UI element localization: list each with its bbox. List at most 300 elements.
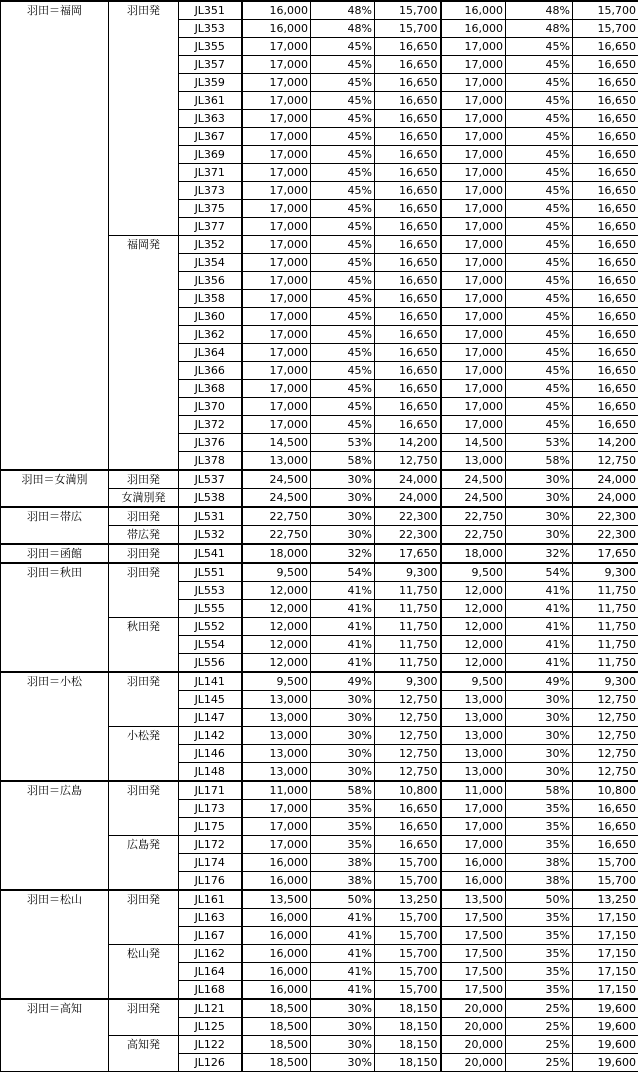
fare-b: 12,750 [375, 763, 441, 782]
fare-d: 17,150 [573, 909, 638, 927]
discount-c: 30% [506, 691, 573, 709]
fare-a: 13,000 [242, 763, 311, 782]
discount-c: 45% [506, 416, 573, 434]
fare-d: 11,750 [573, 582, 638, 600]
flight-number: JL361 [179, 92, 242, 110]
fare-d: 17,150 [573, 981, 638, 1000]
discount-c: 45% [506, 236, 573, 254]
fare-a: 11,000 [242, 781, 311, 800]
discount-c: 30% [506, 745, 573, 763]
fare-b: 18,150 [375, 999, 441, 1018]
discount-c: 32% [506, 544, 573, 563]
fare-a: 9,500 [242, 563, 311, 582]
fare-c: 20,000 [441, 999, 506, 1018]
fare-b: 16,650 [375, 398, 441, 416]
discount-a: 35% [311, 818, 375, 836]
discount-c: 45% [506, 344, 573, 362]
fare-b: 16,650 [375, 836, 441, 854]
discount-a: 41% [311, 618, 375, 636]
fare-b: 15,700 [375, 963, 441, 981]
direction-label: 広島発 [109, 836, 179, 891]
flight-number: JL146 [179, 745, 242, 763]
discount-a: 30% [311, 1054, 375, 1072]
fare-b: 12,750 [375, 709, 441, 727]
flight-number: JL162 [179, 945, 242, 963]
discount-c: 35% [506, 945, 573, 963]
discount-c: 45% [506, 128, 573, 146]
fare-c: 16,000 [441, 1, 506, 20]
fare-b: 16,650 [375, 308, 441, 326]
flight-number: JL141 [179, 672, 242, 691]
fare-c: 17,000 [441, 110, 506, 128]
fare-b: 16,650 [375, 380, 441, 398]
flight-number: JL367 [179, 128, 242, 146]
fare-c: 17,500 [441, 981, 506, 1000]
fare-c: 17,000 [441, 92, 506, 110]
fare-b: 16,650 [375, 818, 441, 836]
fare-d: 16,650 [573, 380, 638, 398]
fare-b: 18,150 [375, 1036, 441, 1054]
fare-c: 12,000 [441, 654, 506, 673]
fare-d: 16,650 [573, 218, 638, 236]
discount-a: 45% [311, 92, 375, 110]
fare-a: 17,000 [242, 164, 311, 182]
discount-a: 58% [311, 452, 375, 471]
discount-a: 35% [311, 800, 375, 818]
fare-d: 19,600 [573, 1036, 638, 1054]
flight-number: JL537 [179, 470, 242, 489]
flight-number: JL356 [179, 272, 242, 290]
fare-a: 16,000 [242, 963, 311, 981]
table-row [1, 890, 638, 909]
fare-a: 17,000 [242, 182, 311, 200]
fare-c: 17,000 [441, 836, 506, 854]
discount-a: 41% [311, 963, 375, 981]
fare-d: 16,650 [573, 38, 638, 56]
discount-c: 25% [506, 1018, 573, 1036]
fare-a: 18,500 [242, 1018, 311, 1036]
fare-b: 16,650 [375, 344, 441, 362]
fare-a: 12,000 [242, 600, 311, 618]
fare-c: 20,000 [441, 1054, 506, 1072]
table-row [1, 672, 638, 691]
fare-c: 13,000 [441, 691, 506, 709]
fare-c: 9,500 [441, 672, 506, 691]
discount-c: 48% [506, 20, 573, 38]
fare-b: 12,750 [375, 691, 441, 709]
flight-number: JL171 [179, 781, 242, 800]
fare-b: 22,300 [375, 526, 441, 545]
fare-d: 9,300 [573, 563, 638, 582]
fare-d: 16,650 [573, 74, 638, 92]
fare-a: 13,000 [242, 691, 311, 709]
discount-c: 41% [506, 600, 573, 618]
discount-a: 45% [311, 200, 375, 218]
flight-number: JL552 [179, 618, 242, 636]
direction-label: 羽田発 [109, 781, 179, 836]
fare-a: 17,000 [242, 326, 311, 344]
discount-c: 58% [506, 781, 573, 800]
table-row [1, 781, 638, 800]
fare-a: 13,000 [242, 727, 311, 745]
fare-b: 15,700 [375, 854, 441, 872]
direction-label: 羽田発 [109, 470, 179, 489]
fare-d: 16,650 [573, 290, 638, 308]
flight-number: JL555 [179, 600, 242, 618]
fare-d: 11,750 [573, 636, 638, 654]
discount-c: 35% [506, 963, 573, 981]
fare-d: 22,300 [573, 526, 638, 545]
fare-c: 24,500 [441, 470, 506, 489]
fare-b: 9,300 [375, 563, 441, 582]
fare-c: 11,000 [441, 781, 506, 800]
fare-d: 15,700 [573, 854, 638, 872]
discount-a: 45% [311, 146, 375, 164]
fare-a: 17,000 [242, 836, 311, 854]
table-row [1, 507, 638, 526]
flight-number: JL122 [179, 1036, 242, 1054]
fare-d: 19,600 [573, 1054, 638, 1072]
fare-b: 11,750 [375, 582, 441, 600]
fare-a: 17,000 [242, 380, 311, 398]
flight-number: JL375 [179, 200, 242, 218]
fare-d: 16,650 [573, 110, 638, 128]
flight-number: JL351 [179, 1, 242, 20]
discount-c: 45% [506, 92, 573, 110]
fare-c: 17,000 [441, 290, 506, 308]
fare-d: 16,650 [573, 272, 638, 290]
discount-c: 45% [506, 56, 573, 74]
fare-b: 16,650 [375, 290, 441, 308]
fare-b: 12,750 [375, 452, 441, 471]
fare-c: 20,000 [441, 1018, 506, 1036]
discount-a: 30% [311, 470, 375, 489]
fare-d: 15,700 [573, 1, 638, 20]
flight-number: JL377 [179, 218, 242, 236]
discount-c: 41% [506, 654, 573, 673]
fare-c: 17,000 [441, 344, 506, 362]
discount-c: 25% [506, 999, 573, 1018]
fare-d: 11,750 [573, 654, 638, 673]
fare-c: 13,000 [441, 763, 506, 782]
discount-a: 58% [311, 781, 375, 800]
direction-label: 福岡発 [109, 236, 179, 471]
flight-number: JL531 [179, 507, 242, 526]
discount-a: 45% [311, 326, 375, 344]
fare-b: 11,750 [375, 636, 441, 654]
fare-d: 16,650 [573, 164, 638, 182]
route-name: 羽田＝高知 [1, 999, 109, 1072]
fare-table-body [1, 1, 638, 1072]
fare-d: 12,750 [573, 727, 638, 745]
fare-c: 17,000 [441, 416, 506, 434]
fare-b: 24,000 [375, 489, 441, 508]
discount-c: 30% [506, 727, 573, 745]
discount-c: 30% [506, 470, 573, 489]
fare-d: 16,650 [573, 128, 638, 146]
fare-b: 16,650 [375, 326, 441, 344]
fare-b: 16,650 [375, 92, 441, 110]
discount-c: 45% [506, 272, 573, 290]
fare-a: 12,000 [242, 582, 311, 600]
fare-a: 17,000 [242, 308, 311, 326]
discount-a: 30% [311, 745, 375, 763]
flight-number: JL556 [179, 654, 242, 673]
fare-b: 18,150 [375, 1054, 441, 1072]
fare-a: 17,000 [242, 398, 311, 416]
discount-a: 49% [311, 672, 375, 691]
discount-a: 41% [311, 600, 375, 618]
fare-d: 14,200 [573, 434, 638, 452]
discount-c: 45% [506, 326, 573, 344]
discount-a: 45% [311, 182, 375, 200]
discount-c: 45% [506, 398, 573, 416]
fare-d: 11,750 [573, 618, 638, 636]
fare-c: 16,000 [441, 872, 506, 891]
discount-a: 41% [311, 636, 375, 654]
flight-number: JL164 [179, 963, 242, 981]
fare-c: 16,000 [441, 20, 506, 38]
fare-b: 15,700 [375, 927, 441, 945]
fare-d: 13,250 [573, 890, 638, 909]
fare-b: 16,650 [375, 146, 441, 164]
fare-b: 13,250 [375, 890, 441, 909]
fare-d: 24,000 [573, 489, 638, 508]
discount-a: 30% [311, 1018, 375, 1036]
fare-c: 17,000 [441, 164, 506, 182]
discount-a: 45% [311, 344, 375, 362]
fare-c: 13,000 [441, 745, 506, 763]
discount-c: 25% [506, 1036, 573, 1054]
flight-number: JL167 [179, 927, 242, 945]
fare-c: 17,000 [441, 74, 506, 92]
fare-d: 16,650 [573, 236, 638, 254]
fare-a: 16,000 [242, 872, 311, 891]
fare-b: 16,650 [375, 254, 441, 272]
discount-c: 45% [506, 74, 573, 92]
fare-a: 13,500 [242, 890, 311, 909]
discount-c: 25% [506, 1054, 573, 1072]
discount-a: 32% [311, 544, 375, 563]
fare-d: 17,150 [573, 963, 638, 981]
flight-number: JL368 [179, 380, 242, 398]
fare-d: 24,000 [573, 470, 638, 489]
fare-b: 16,650 [375, 800, 441, 818]
fare-a: 17,000 [242, 818, 311, 836]
discount-c: 48% [506, 1, 573, 20]
fare-b: 12,750 [375, 745, 441, 763]
fare-b: 16,650 [375, 272, 441, 290]
flight-number: JL173 [179, 800, 242, 818]
discount-c: 58% [506, 452, 573, 471]
direction-label: 羽田発 [109, 507, 179, 526]
flight-number: JL172 [179, 836, 242, 854]
fare-a: 17,000 [242, 128, 311, 146]
flight-number: JL358 [179, 290, 242, 308]
fare-a: 17,000 [242, 344, 311, 362]
discount-a: 50% [311, 890, 375, 909]
route-name: 羽田＝福岡 [1, 1, 109, 470]
fare-a: 22,750 [242, 507, 311, 526]
discount-a: 45% [311, 110, 375, 128]
fare-a: 16,000 [242, 20, 311, 38]
fare-c: 12,000 [441, 636, 506, 654]
discount-a: 45% [311, 56, 375, 74]
discount-c: 45% [506, 110, 573, 128]
fare-d: 12,750 [573, 709, 638, 727]
flight-number: JL142 [179, 727, 242, 745]
fare-a: 17,000 [242, 416, 311, 434]
fare-b: 16,650 [375, 38, 441, 56]
discount-a: 41% [311, 582, 375, 600]
discount-a: 38% [311, 854, 375, 872]
route-name: 羽田＝松山 [1, 890, 109, 999]
fare-d: 16,650 [573, 308, 638, 326]
fare-c: 17,000 [441, 146, 506, 164]
fare-a: 17,000 [242, 200, 311, 218]
discount-c: 45% [506, 362, 573, 380]
fare-b: 22,300 [375, 507, 441, 526]
flight-number: JL126 [179, 1054, 242, 1072]
fare-c: 12,000 [441, 582, 506, 600]
discount-a: 30% [311, 507, 375, 526]
direction-label: 羽田発 [109, 999, 179, 1036]
fare-b: 16,650 [375, 218, 441, 236]
discount-c: 30% [506, 763, 573, 782]
discount-a: 30% [311, 727, 375, 745]
direction-label: 秋田発 [109, 618, 179, 673]
flight-number: JL538 [179, 489, 242, 508]
discount-a: 53% [311, 434, 375, 452]
fare-b: 17,650 [375, 544, 441, 563]
fare-c: 18,000 [441, 544, 506, 563]
fare-b: 12,750 [375, 727, 441, 745]
discount-a: 41% [311, 945, 375, 963]
fare-c: 13,000 [441, 709, 506, 727]
fare-a: 17,000 [242, 800, 311, 818]
fare-d: 12,750 [573, 691, 638, 709]
fare-b: 15,700 [375, 1, 441, 20]
table-row [1, 470, 638, 489]
fare-c: 17,000 [441, 308, 506, 326]
discount-a: 45% [311, 218, 375, 236]
discount-a: 45% [311, 272, 375, 290]
fare-d: 16,650 [573, 56, 638, 74]
flight-number: JL147 [179, 709, 242, 727]
fare-a: 17,000 [242, 236, 311, 254]
discount-c: 45% [506, 146, 573, 164]
discount-c: 35% [506, 909, 573, 927]
fare-a: 12,000 [242, 636, 311, 654]
discount-a: 45% [311, 308, 375, 326]
fare-b: 11,750 [375, 600, 441, 618]
route-name: 羽田＝小松 [1, 672, 109, 781]
fare-c: 13,500 [441, 890, 506, 909]
flight-number: JL378 [179, 452, 242, 471]
flight-number: JL376 [179, 434, 242, 452]
discount-a: 48% [311, 20, 375, 38]
fare-b: 15,700 [375, 872, 441, 891]
fare-b: 24,000 [375, 470, 441, 489]
fare-d: 16,650 [573, 818, 638, 836]
discount-c: 45% [506, 182, 573, 200]
discount-a: 45% [311, 236, 375, 254]
fare-c: 17,000 [441, 380, 506, 398]
fare-b: 16,650 [375, 164, 441, 182]
fare-c: 16,000 [441, 854, 506, 872]
fare-d: 15,700 [573, 20, 638, 38]
fare-d: 17,650 [573, 544, 638, 563]
fare-a: 13,000 [242, 452, 311, 471]
fare-c: 13,000 [441, 727, 506, 745]
discount-c: 45% [506, 200, 573, 218]
fare-c: 17,000 [441, 182, 506, 200]
flight-number: JL174 [179, 854, 242, 872]
flight-number: JL553 [179, 582, 242, 600]
discount-c: 35% [506, 981, 573, 1000]
fare-a: 17,000 [242, 254, 311, 272]
fare-d: 12,750 [573, 745, 638, 763]
fare-a: 18,500 [242, 999, 311, 1018]
discount-a: 45% [311, 362, 375, 380]
fare-b: 16,650 [375, 110, 441, 128]
fare-d: 16,650 [573, 92, 638, 110]
fare-c: 17,000 [441, 56, 506, 74]
direction-label: 小松発 [109, 727, 179, 782]
fare-d: 17,150 [573, 945, 638, 963]
fare-d: 16,650 [573, 146, 638, 164]
discount-a: 45% [311, 398, 375, 416]
discount-c: 35% [506, 836, 573, 854]
fare-a: 17,000 [242, 272, 311, 290]
fare-a: 16,000 [242, 981, 311, 1000]
fare-c: 20,000 [441, 1036, 506, 1054]
route-name: 羽田＝函館 [1, 544, 109, 563]
discount-c: 35% [506, 927, 573, 945]
fare-b: 15,700 [375, 981, 441, 1000]
fare-c: 12,000 [441, 600, 506, 618]
discount-c: 54% [506, 563, 573, 582]
discount-c: 30% [506, 709, 573, 727]
flight-number: JL532 [179, 526, 242, 545]
flight-number: JL145 [179, 691, 242, 709]
discount-c: 49% [506, 672, 573, 691]
discount-a: 41% [311, 981, 375, 1000]
flight-number: JL551 [179, 563, 242, 582]
fare-b: 10,800 [375, 781, 441, 800]
fare-d: 17,150 [573, 927, 638, 945]
discount-a: 41% [311, 927, 375, 945]
fare-a: 17,000 [242, 74, 311, 92]
discount-a: 45% [311, 380, 375, 398]
flight-number: JL373 [179, 182, 242, 200]
flight-number: JL541 [179, 544, 242, 563]
fare-a: 18,500 [242, 1036, 311, 1054]
fare-a: 14,500 [242, 434, 311, 452]
fare-c: 17,000 [441, 272, 506, 290]
discount-c: 45% [506, 290, 573, 308]
fare-b: 15,700 [375, 909, 441, 927]
fare-c: 24,500 [441, 489, 506, 508]
fare-d: 16,650 [573, 800, 638, 818]
fare-c: 12,000 [441, 618, 506, 636]
flight-number: JL125 [179, 1018, 242, 1036]
discount-a: 45% [311, 164, 375, 182]
fare-a: 17,000 [242, 56, 311, 74]
route-name: 羽田＝秋田 [1, 563, 109, 672]
fare-c: 13,000 [441, 452, 506, 471]
flight-number: JL175 [179, 818, 242, 836]
